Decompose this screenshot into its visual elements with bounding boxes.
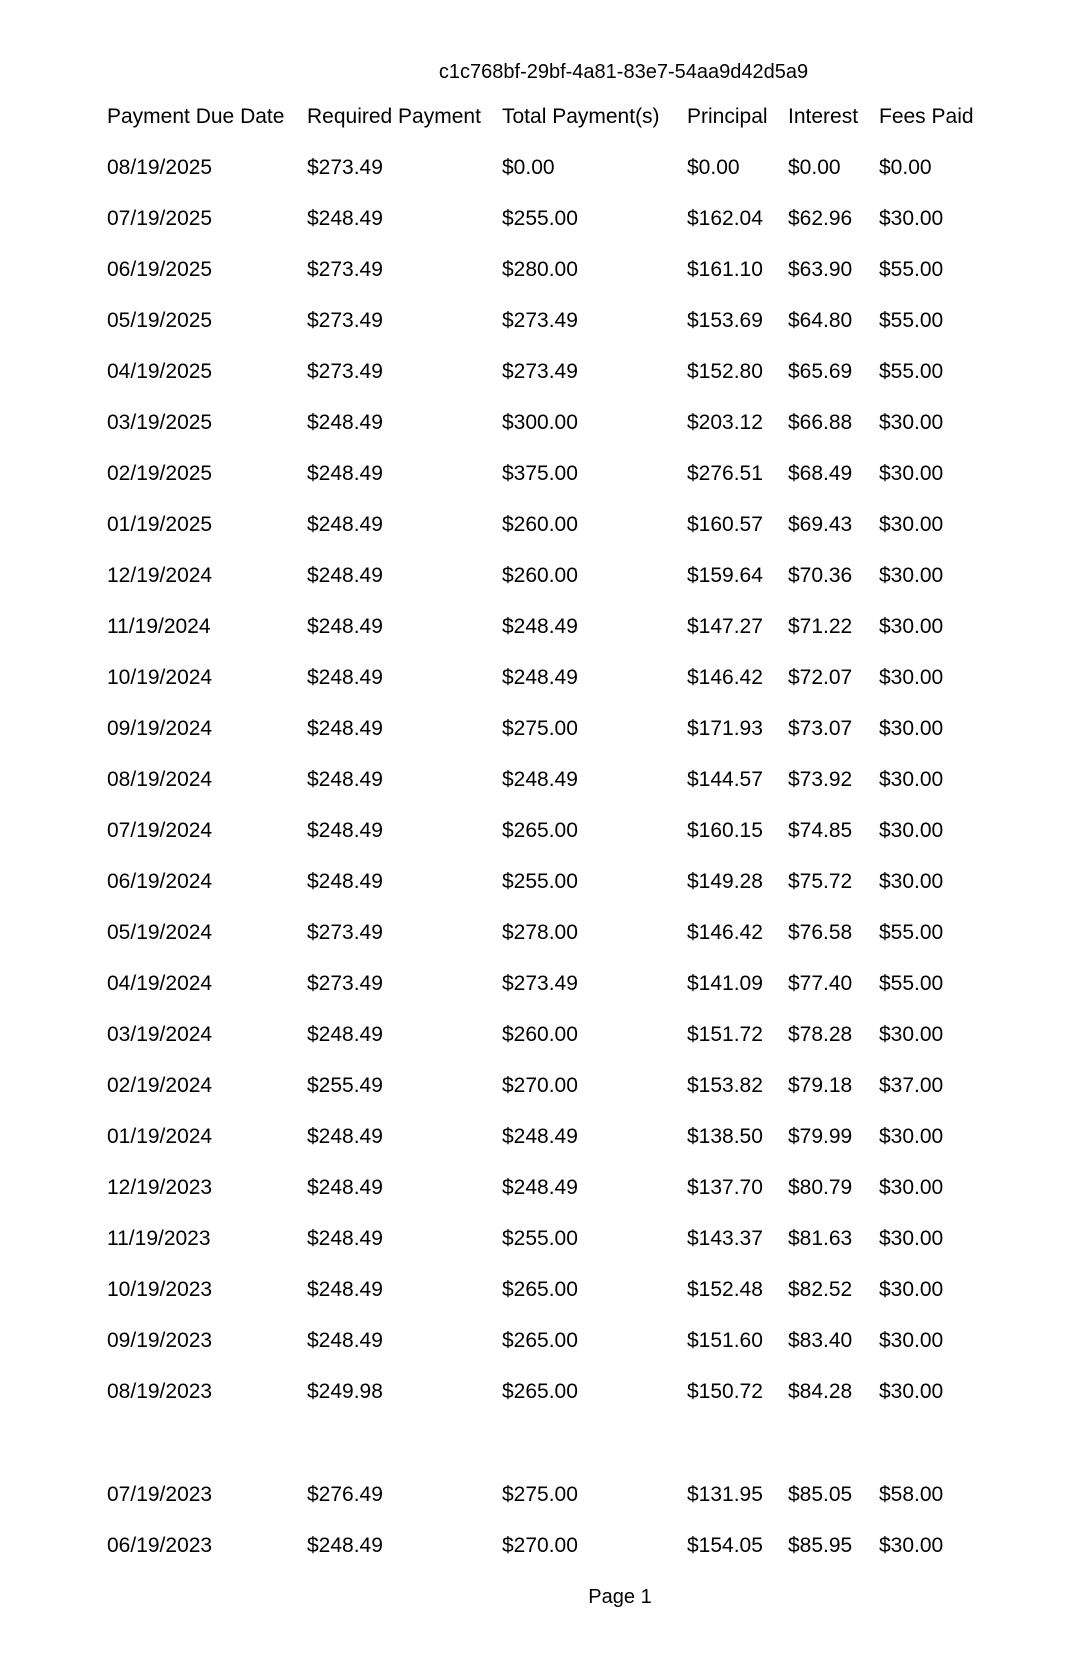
cell-fees-paid: $30.00: [879, 462, 944, 485]
cell-payment-due-date: 11/19/2023: [107, 1227, 211, 1250]
cell-principal: $153.82: [687, 1074, 763, 1097]
cell-interest: $75.72: [788, 870, 853, 893]
cell-required-payment: $248.49: [307, 768, 383, 791]
cell-fees-paid: $30.00: [879, 1125, 944, 1148]
cell-payment-due-date: 10/19/2024: [107, 666, 213, 689]
cell-required-payment: $248.49: [307, 717, 383, 740]
cell-total-payments: $278.00: [502, 921, 578, 944]
cell-required-payment: $248.49: [307, 207, 383, 230]
cell-payment-due-date: 06/19/2025: [107, 258, 213, 281]
cell-total-payments: $248.49: [502, 768, 578, 791]
header-total-payments: Total Payment(s): [502, 105, 660, 128]
cell-total-payments: $265.00: [502, 1329, 578, 1352]
cell-total-payments: $248.49: [502, 1125, 578, 1148]
cell-principal: $0.00: [687, 156, 740, 179]
cell-total-payments: $255.00: [502, 1227, 578, 1250]
cell-total-payments: $375.00: [502, 462, 578, 485]
cell-principal: $151.72: [687, 1023, 763, 1046]
cell-interest: $85.95: [788, 1534, 853, 1557]
cell-total-payments: $270.00: [502, 1074, 578, 1097]
cell-total-payments: $255.00: [502, 207, 578, 230]
cell-total-payments: $260.00: [502, 513, 578, 536]
cell-principal: $146.42: [687, 666, 763, 689]
cell-fees-paid: $30.00: [879, 1380, 944, 1403]
cell-required-payment: $248.49: [307, 1023, 383, 1046]
cell-interest: $76.58: [788, 921, 853, 944]
cell-payment-due-date: 07/19/2025: [107, 207, 213, 230]
cell-payment-due-date: 06/19/2023: [107, 1534, 213, 1557]
cell-principal: $171.93: [687, 717, 763, 740]
cell-fees-paid: $30.00: [879, 717, 944, 740]
cell-principal: $146.42: [687, 921, 763, 944]
cell-fees-paid: $30.00: [879, 870, 944, 893]
cell-payment-due-date: 08/19/2025: [107, 156, 213, 179]
cell-required-payment: $255.49: [307, 1074, 383, 1097]
header-required-payment: Required Payment: [307, 105, 481, 128]
cell-payment-due-date: 03/19/2024: [107, 1023, 213, 1046]
cell-fees-paid: $30.00: [879, 1278, 944, 1301]
cell-required-payment: $248.49: [307, 615, 383, 638]
cell-principal: $149.28: [687, 870, 763, 893]
cell-required-payment: $248.49: [307, 411, 383, 434]
cell-total-payments: $273.49: [502, 360, 578, 383]
cell-total-payments: $270.00: [502, 1534, 578, 1557]
cell-fees-paid: $30.00: [879, 819, 944, 842]
cell-required-payment: $248.49: [307, 1227, 383, 1250]
cell-interest: $71.22: [788, 615, 853, 638]
cell-interest: $73.07: [788, 717, 853, 740]
cell-principal: $276.51: [687, 462, 763, 485]
cell-total-payments: $280.00: [502, 258, 578, 281]
cell-fees-paid: $30.00: [879, 1023, 944, 1046]
cell-interest: $69.43: [788, 513, 853, 536]
cell-required-payment: $273.49: [307, 156, 383, 179]
cell-payment-due-date: 01/19/2024: [107, 1125, 213, 1148]
cell-interest: $80.79: [788, 1176, 853, 1199]
cell-required-payment: $273.49: [307, 972, 383, 995]
cell-principal: $137.70: [687, 1176, 763, 1199]
cell-total-payments: $273.49: [502, 972, 578, 995]
header-payment-due-date: Payment Due Date: [107, 105, 285, 128]
cell-interest: $85.05: [788, 1483, 853, 1506]
cell-total-payments: $300.00: [502, 411, 578, 434]
cell-interest: $66.88: [788, 411, 853, 434]
cell-required-payment: $248.49: [307, 870, 383, 893]
cell-payment-due-date: 09/19/2024: [107, 717, 213, 740]
cell-fees-paid: $30.00: [879, 615, 944, 638]
cell-required-payment: $248.49: [307, 1329, 383, 1352]
cell-required-payment: $248.49: [307, 1125, 383, 1148]
cell-fees-paid: $30.00: [879, 1227, 944, 1250]
cell-required-payment: $276.49: [307, 1483, 383, 1506]
cell-required-payment: $248.49: [307, 666, 383, 689]
cell-payment-due-date: 08/19/2023: [107, 1380, 213, 1403]
cell-fees-paid: $30.00: [879, 513, 944, 536]
cell-principal: $141.09: [687, 972, 763, 995]
cell-interest: $68.49: [788, 462, 853, 485]
cell-principal: $160.15: [687, 819, 763, 842]
cell-total-payments: $275.00: [502, 717, 578, 740]
cell-required-payment: $273.49: [307, 921, 383, 944]
cell-principal: $150.72: [687, 1380, 763, 1403]
cell-principal: $138.50: [687, 1125, 763, 1148]
cell-interest: $82.52: [788, 1278, 853, 1301]
cell-payment-due-date: 06/19/2024: [107, 870, 213, 893]
header-principal: Principal: [687, 105, 768, 128]
cell-interest: $72.07: [788, 666, 853, 689]
cell-total-payments: $265.00: [502, 1278, 578, 1301]
cell-required-payment: $273.49: [307, 360, 383, 383]
cell-required-payment: $248.49: [307, 462, 383, 485]
cell-total-payments: $273.49: [502, 309, 578, 332]
cell-principal: $152.80: [687, 360, 763, 383]
cell-interest: $63.90: [788, 258, 853, 281]
cell-interest: $0.00: [788, 156, 841, 179]
cell-total-payments: $0.00: [502, 156, 555, 179]
cell-principal: $159.64: [687, 564, 763, 587]
cell-fees-paid: $30.00: [879, 1176, 944, 1199]
cell-payment-due-date: 05/19/2025: [107, 309, 213, 332]
cell-principal: $152.48: [687, 1278, 763, 1301]
cell-interest: $83.40: [788, 1329, 853, 1352]
cell-payment-due-date: 04/19/2024: [107, 972, 213, 995]
cell-payment-due-date: 09/19/2023: [107, 1329, 213, 1352]
cell-interest: $73.92: [788, 768, 853, 791]
cell-total-payments: $248.49: [502, 615, 578, 638]
cell-total-payments: $260.00: [502, 564, 578, 587]
cell-interest: $74.85: [788, 819, 853, 842]
cell-payment-due-date: 12/19/2023: [107, 1176, 213, 1199]
cell-fees-paid: $55.00: [879, 258, 944, 281]
cell-fees-paid: $30.00: [879, 666, 944, 689]
cell-payment-due-date: 10/19/2023: [107, 1278, 213, 1301]
cell-interest: $81.63: [788, 1227, 853, 1250]
cell-principal: $154.05: [687, 1534, 763, 1557]
cell-principal: $160.57: [687, 513, 763, 536]
cell-payment-due-date: 01/19/2025: [107, 513, 213, 536]
cell-fees-paid: $0.00: [879, 156, 932, 179]
cell-principal: $153.69: [687, 309, 763, 332]
cell-principal: $143.37: [687, 1227, 763, 1250]
cell-required-payment: $273.49: [307, 258, 383, 281]
cell-required-payment: $248.49: [307, 1176, 383, 1199]
cell-fees-paid: $55.00: [879, 360, 944, 383]
cell-interest: $70.36: [788, 564, 853, 587]
cell-payment-due-date: 03/19/2025: [107, 411, 213, 434]
cell-total-payments: $248.49: [502, 1176, 578, 1199]
cell-payment-due-date: 11/19/2024: [107, 615, 211, 638]
cell-payment-due-date: 05/19/2024: [107, 921, 213, 944]
cell-fees-paid: $30.00: [879, 411, 944, 434]
cell-principal: $161.10: [687, 258, 763, 281]
cell-payment-due-date: 07/19/2024: [107, 819, 213, 842]
cell-interest: $84.28: [788, 1380, 853, 1403]
cell-total-payments: $275.00: [502, 1483, 578, 1506]
cell-total-payments: $260.00: [502, 1023, 578, 1046]
cell-interest: $62.96: [788, 207, 853, 230]
cell-required-payment: $248.49: [307, 1534, 383, 1557]
header-fees-paid: Fees Paid: [879, 105, 974, 128]
cell-total-payments: $265.00: [502, 819, 578, 842]
cell-interest: $77.40: [788, 972, 853, 995]
cell-principal: $147.27: [687, 615, 763, 638]
cell-fees-paid: $30.00: [879, 207, 944, 230]
cell-payment-due-date: 07/19/2023: [107, 1483, 213, 1506]
cell-required-payment: $273.49: [307, 309, 383, 332]
cell-principal: $144.57: [687, 768, 763, 791]
cell-required-payment: $248.49: [307, 1278, 383, 1301]
cell-fees-paid: $55.00: [879, 921, 944, 944]
cell-principal: $162.04: [687, 207, 763, 230]
header-interest: Interest: [788, 105, 859, 128]
cell-required-payment: $248.49: [307, 513, 383, 536]
cell-total-payments: $265.00: [502, 1380, 578, 1403]
cell-principal: $203.12: [687, 411, 763, 434]
cell-payment-due-date: 12/19/2024: [107, 564, 213, 587]
cell-principal: $131.95: [687, 1483, 763, 1506]
cell-fees-paid: $37.00: [879, 1074, 944, 1097]
cell-required-payment: $249.98: [307, 1380, 383, 1403]
document-id: c1c768bf-29bf-4a81-83e7-54aa9d42d5a9: [438, 61, 809, 83]
cell-fees-paid: $30.00: [879, 1534, 944, 1557]
cell-interest: $65.69: [788, 360, 853, 383]
cell-payment-due-date: 08/19/2024: [107, 768, 213, 791]
cell-payment-due-date: 04/19/2025: [107, 360, 213, 383]
cell-interest: $79.99: [788, 1125, 853, 1148]
cell-required-payment: $248.49: [307, 819, 383, 842]
cell-principal: $151.60: [687, 1329, 763, 1352]
cell-total-payments: $248.49: [502, 666, 578, 689]
cell-total-payments: $255.00: [502, 870, 578, 893]
page-number: Page 1: [588, 1586, 652, 1608]
cell-fees-paid: $30.00: [879, 564, 944, 587]
cell-interest: $64.80: [788, 309, 853, 332]
cell-payment-due-date: 02/19/2025: [107, 462, 213, 485]
cell-fees-paid: $55.00: [879, 972, 944, 995]
cell-payment-due-date: 02/19/2024: [107, 1074, 213, 1097]
cell-required-payment: $248.49: [307, 564, 383, 587]
cell-fees-paid: $30.00: [879, 768, 944, 791]
cell-fees-paid: $58.00: [879, 1483, 944, 1506]
cell-interest: $78.28: [788, 1023, 853, 1046]
cell-fees-paid: $30.00: [879, 1329, 944, 1352]
cell-fees-paid: $55.00: [879, 309, 944, 332]
cell-interest: $79.18: [788, 1074, 853, 1097]
